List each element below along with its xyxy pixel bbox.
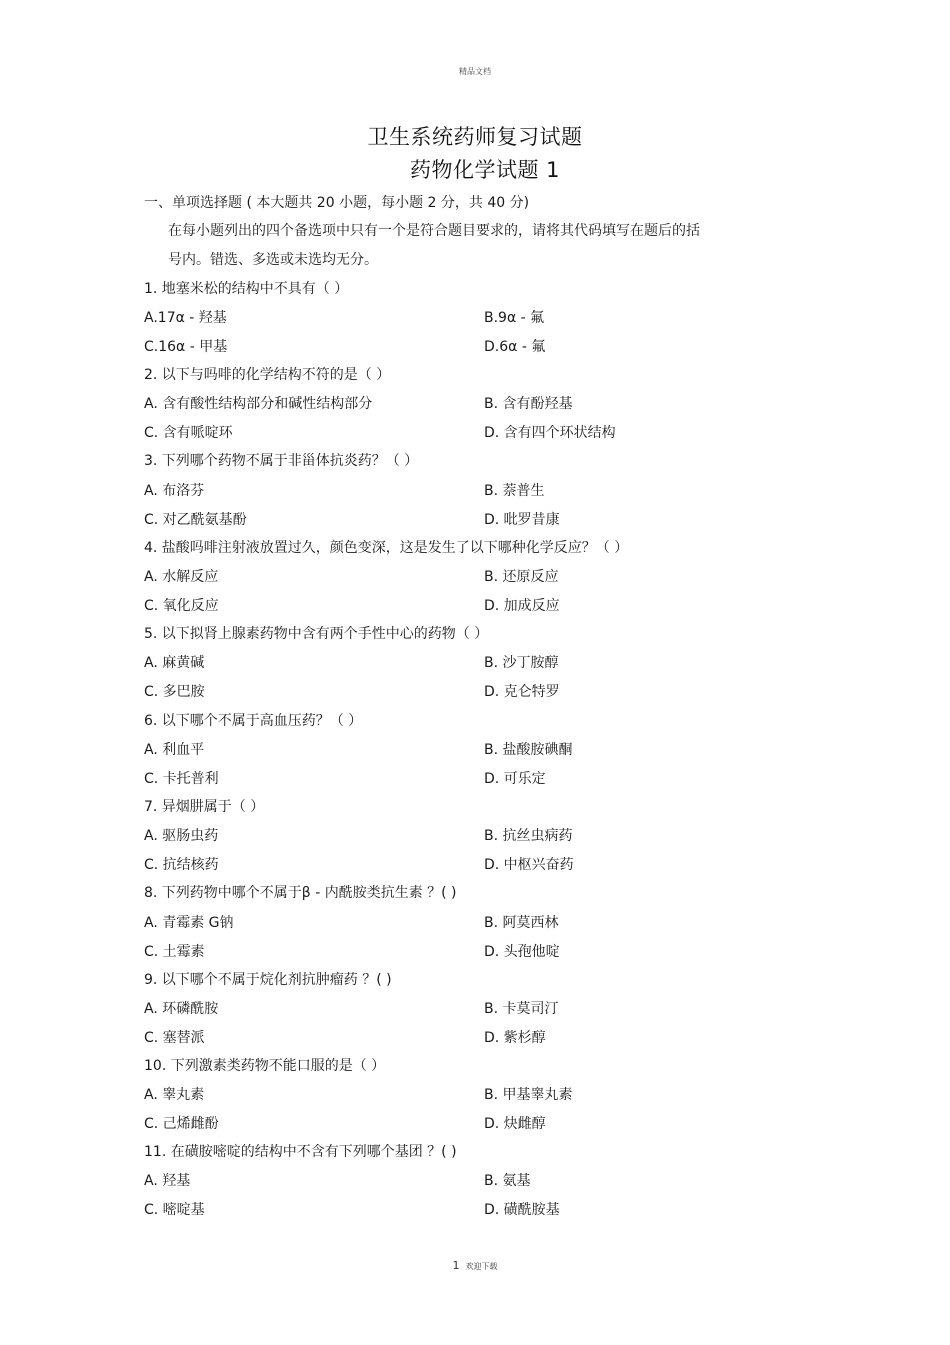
question-stem [144,364,824,384]
header-note: 精品文档 [459,67,491,76]
option-b: B. 还原反应 [484,569,559,585]
option-row [144,1199,824,1219]
footer-text: 欢迎下载 [465,1262,498,1271]
option-row [144,480,824,500]
option-d: D. 加成反应 [484,598,560,614]
question-stem [144,969,824,989]
question-2-stem: 2. 以下与吗啡的化学结构不符的是（ ） [144,367,391,383]
option-c: C. 氧化反应 [144,598,219,614]
option-a: A. 麻黄碱 [144,655,205,671]
option-b: B. 含有酚羟基 [484,396,573,412]
option-row [144,768,824,788]
option-d: D. 炔雌醇 [484,1116,546,1132]
option-a: A. 环磷酰胺 [144,1001,219,1017]
option-c: C. 多巴胺 [144,684,205,700]
option-d: D. 头孢他啶 [484,944,560,960]
question-8-stem: 8. 下列药物中哪个不属于β - 内酰胺类抗生素 ？( ) [144,885,457,901]
option-a: A. 水解反应 [144,569,219,585]
option-b: B. 甲基睾丸素 [484,1087,573,1103]
option-row [144,336,824,356]
option-c: C.16α - 甲基 [144,339,228,355]
question-stem [144,1141,824,1161]
option-b: B. 沙丁胺醇 [484,655,559,671]
option-c: C. 对乙酰氨基酚 [144,512,247,528]
option-row [144,912,824,932]
option-b: B. 萘普生 [484,483,545,499]
question-stem [144,1055,824,1075]
option-b: B. 卡莫司汀 [484,1001,559,1017]
question-stem [144,882,824,902]
question-6-stem: 6. 以下哪个不属于高血压药？（ ） [144,713,363,729]
option-b: B. 阿莫西林 [484,915,559,931]
question-stem [144,278,824,298]
question-1-stem: 1. 地塞米松的结构中不具有（ ） [144,281,349,297]
question-9-stem: 9. 以下哪个不属于烷化剂抗肿瘤药 ？( ) [144,972,392,988]
question-stem [144,623,824,643]
page-footer [0,1259,950,1272]
option-row [144,854,824,874]
option-c: C. 含有哌啶环 [144,425,233,441]
question-stem [144,450,824,470]
option-row [144,595,824,615]
question-10-stem: 10. 下列激素类药物不能口服的是（ ） [144,1058,386,1074]
option-d: D. 可乐定 [484,771,546,787]
option-a: A. 青霉素 G钠 [144,915,234,931]
option-a: A. 羟基 [144,1173,191,1189]
question-7-stem: 7. 异烟肼属于（ ） [144,799,265,815]
option-row [144,998,824,1018]
option-d: D. 中枢兴奋药 [484,857,574,873]
option-row [144,825,824,845]
option-a: A. 布洛芬 [144,483,205,499]
section-heading: 一、单项选择题 ( 本大题共 20 小题，每小题 2 分，共 40 分) [144,195,530,211]
option-a: A.17α - 羟基 [144,310,227,326]
option-a: A. 含有酸性结构部分和碱性结构部分 [144,396,373,412]
option-c: C. 塞替派 [144,1030,205,1046]
option-d: D. 紫杉醇 [484,1030,546,1046]
document-title: 卫生系统药师复习试题 [367,125,583,149]
page-number: 1 [452,1259,460,1272]
option-row [144,1084,824,1104]
question-3-stem: 3. 下列哪个药物不属于非甾体抗炎药？（ ） [144,453,419,469]
option-row [144,652,824,672]
option-a: A. 利血平 [144,742,205,758]
option-b: B. 氨基 [484,1173,531,1189]
option-d: D. 吡罗昔康 [484,512,560,528]
question-11-stem: 11. 在磺胺嘧啶的结构中不含有下列哪个基团 ？( ) [144,1144,457,1160]
option-row [144,509,824,529]
instruction-line-1: 在每小题列出的四个备选项中只有一个是符合题目要求的，请将其代码填写在题后的括 [168,223,700,239]
option-row [144,681,824,701]
question-stem [144,796,824,816]
option-b: B. 盐酸胺碘酮 [484,742,573,758]
option-row [144,1170,824,1190]
question-stem [144,537,824,557]
option-row [144,566,824,586]
instruction-line-2: 号内。错选、多选或未选均无分。 [168,252,378,268]
option-d: D.6α - 氟 [484,339,546,355]
question-5-stem: 5. 以下拟肾上腺素药物中含有两个手性中心的药物（ ） [144,626,489,642]
option-c: C. 土霉素 [144,944,205,960]
option-b: B.9α - 氟 [484,310,545,326]
option-d: D. 含有四个环状结构 [484,425,616,441]
option-d: D. 克仑特罗 [484,684,560,700]
option-d: D. 磺酰胺基 [484,1202,560,1218]
option-row [144,1113,824,1133]
option-c: C. 卡托普利 [144,771,219,787]
option-row [144,739,824,759]
option-c: C. 抗结核药 [144,857,219,873]
question-4-stem: 4. 盐酸吗啡注射液放置过久，颜色变深，这是发生了以下哪种化学反应？（ ） [144,540,629,556]
document-subtitle: 药物化学试题 1 [409,158,561,182]
option-c: C. 嘧啶基 [144,1202,205,1218]
option-a: A. 驱肠虫药 [144,828,219,844]
option-c: C. 己烯雌酚 [144,1116,219,1132]
question-stem [144,710,824,730]
option-row [144,941,824,961]
option-row [144,393,824,413]
option-row [144,307,824,327]
option-a: A. 睾丸素 [144,1087,205,1103]
option-row [144,1027,824,1047]
option-row [144,422,824,442]
option-b: B. 抗丝虫病药 [484,828,573,844]
